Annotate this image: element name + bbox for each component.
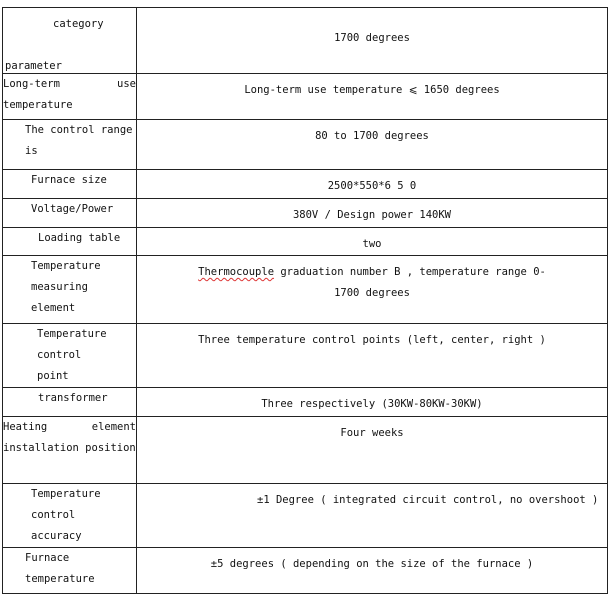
table-row (3, 74, 608, 120)
row-value: ±1 Degree ( integrated circuit control, no overshoot ) (137, 484, 608, 548)
row-param: transformer (3, 388, 137, 417)
table-row (3, 228, 608, 256)
table-row (3, 120, 608, 170)
row-value: 380V / Design power 140KW (137, 199, 608, 228)
spellcheck-word: Thermocouple (198, 266, 275, 278)
table-row (3, 199, 608, 228)
header-diagonal-cell (3, 8, 137, 74)
table-row (3, 548, 608, 594)
header-row (3, 8, 608, 74)
spec-table (2, 7, 608, 594)
header-value: 1700 degrees (137, 8, 608, 74)
table-row (3, 388, 608, 417)
row-value-rest: graduation number B , temperature range 0-1700 degrees (274, 266, 546, 299)
row-value: 2500*550*6 5 0 (137, 170, 608, 199)
row-value: Three respectively (30KW-80KW-30KW) (137, 388, 608, 417)
row-param: Voltage/Power (3, 199, 137, 228)
row-value: Three temperature control points (left, center, right ) (137, 324, 608, 388)
category-label: category (53, 18, 104, 30)
table-row (3, 324, 608, 388)
row-value: ±5 degrees ( depending on the size of the furnace ) (137, 548, 608, 594)
row-param: The control range is (3, 120, 137, 170)
row-value: two (137, 228, 608, 256)
row-param: Furnace size (3, 170, 137, 199)
table-row (3, 256, 608, 324)
row-value: Long-term use temperature ⩽ 1650 degrees (137, 74, 608, 120)
row-value: Four weeks (137, 417, 608, 484)
row-param: Temperature control point (3, 324, 137, 388)
row-param: Long-term use temperature (3, 74, 137, 120)
row-param: Loading table (3, 228, 137, 256)
table-row (3, 417, 608, 484)
table-row (3, 170, 608, 199)
row-param: Furnace temperature (3, 548, 137, 594)
row-param: Heating element installation position (3, 417, 137, 484)
row-value (137, 256, 608, 324)
parameter-label: parameter (5, 60, 62, 72)
row-value: 80 to 1700 degrees (137, 120, 608, 170)
row-param: Temperature measuring element (3, 256, 137, 324)
row-param: Temperature control accuracy (3, 484, 137, 548)
table-row (3, 484, 608, 548)
